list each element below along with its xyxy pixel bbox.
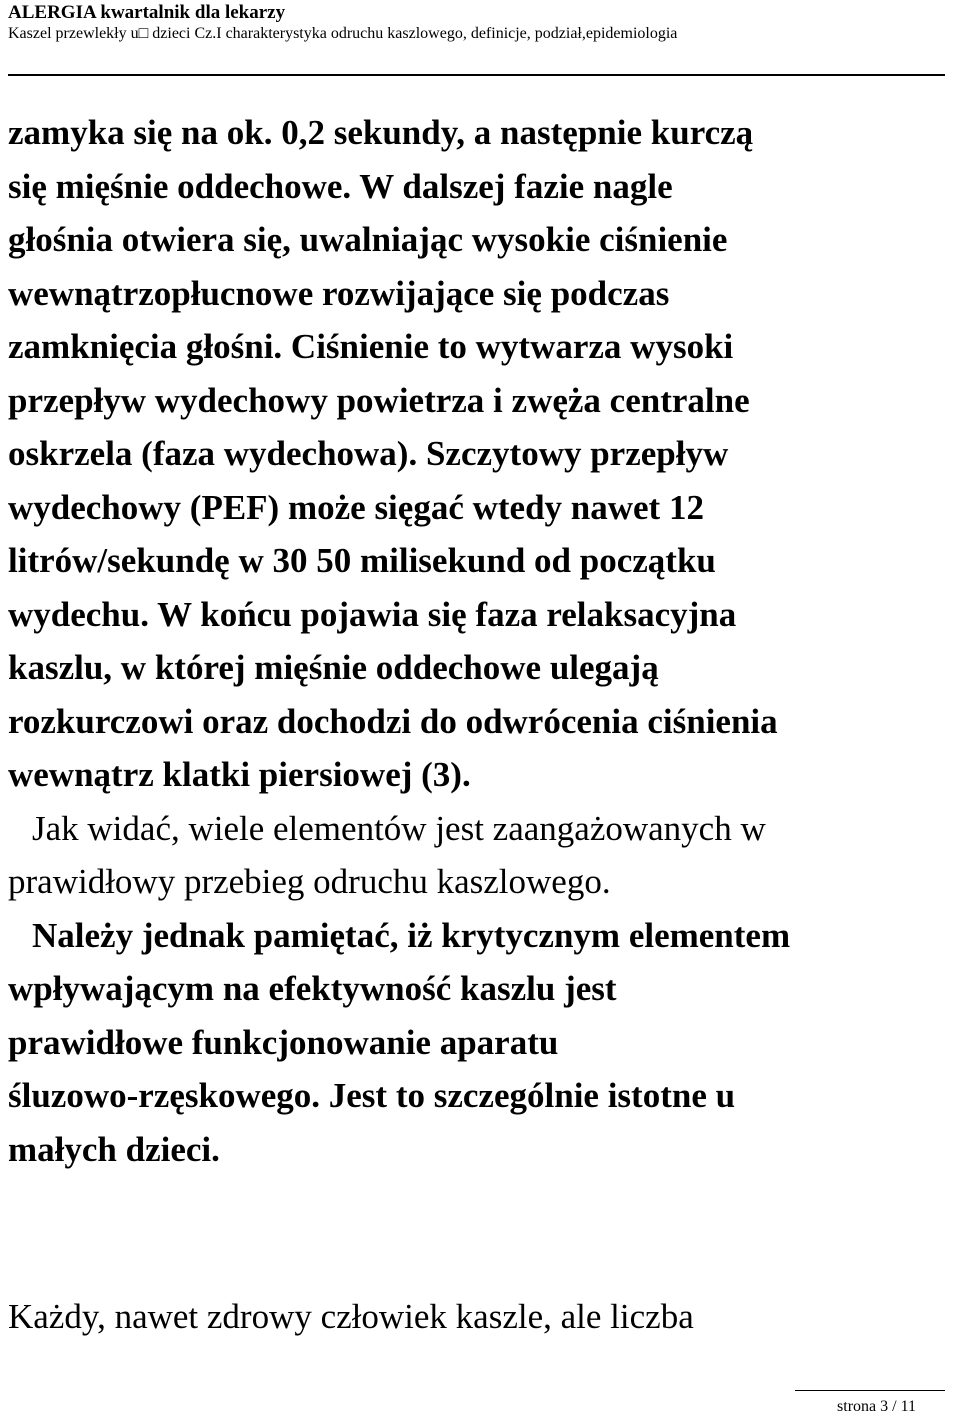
paragraph-cough-phases [8,106,956,802]
text-line: śluzowo-rzęskowego. Jest to szczególnie istotne u [8,1076,736,1115]
text-line: Każdy, nawet zdrowy człowiek kaszle, ale liczba [8,1297,694,1336]
text-line: kaszlu, w której mięśnie oddechowe ulegają [8,648,659,687]
article-title: Kaszel przewlekły u□ dzieci Cz.I charakterystyka odruchu kaszlowego, definicje, podział,epidemiologia [8,25,678,42]
text-line: wewnątrzopłucnowe rozwijające się podczas [8,273,670,313]
text-line: wydechu. W końcu pojawia się faza relaksacyjna [8,594,737,634]
text-line: wydechowy (PEF) może sięgać wtedy nawet 12 [8,487,704,527]
paragraph-elements-involved [8,802,956,909]
text-line: Należy jednak pamiętać, iż krytycznym elementem [32,915,791,955]
text-line: wpływającym na efektywność kaszlu jest [8,969,617,1008]
paragraph-next [8,1290,956,1344]
article-body [8,106,956,1176]
text-line: prawidłowe funkcjonowanie aparatu [8,1022,559,1062]
page-header [8,0,948,44]
footer-divider [795,1390,945,1391]
text-line: wewnątrz klatki piersiowej (3). [8,755,471,794]
text-line: głośnia otwiera się, uwalniając wysokie ciśnienie [8,220,728,259]
text-line: Jak widać, wiele elementów jest zaangażowanych w [32,808,766,848]
text-line: oskrzela (faza wydechowa). Szczytowy przepływ [8,434,729,473]
journal-title: ALERGIA kwartalnik dla lekarzy [8,2,286,23]
text-line: zamyka się na ok. 0,2 sekundy, a następnie kurczą [8,113,754,152]
text-line: małych dzieci. [8,1129,220,1169]
text-line: rozkurczowi oraz dochodzi do odwrócenia ciśnienia [8,701,778,741]
paragraph-mucociliary [8,909,956,1177]
text-line: przepływ wydechowy powietrza i zwęża centralne [8,380,750,420]
text-line: się mięśnie oddechowe. W dalszej fazie nagle [8,166,673,206]
text-line: litrów/sekundę w 30 50 milisekund od początku [8,541,716,580]
page-number: strona 3 / 11 [837,1398,916,1415]
text-line: zamknięcia głośni. Ciśnienie to wytwarza wysoki [8,327,734,366]
header-divider [8,74,945,76]
text-line: prawidłowy przebieg odruchu kaszlowego. [8,862,611,901]
